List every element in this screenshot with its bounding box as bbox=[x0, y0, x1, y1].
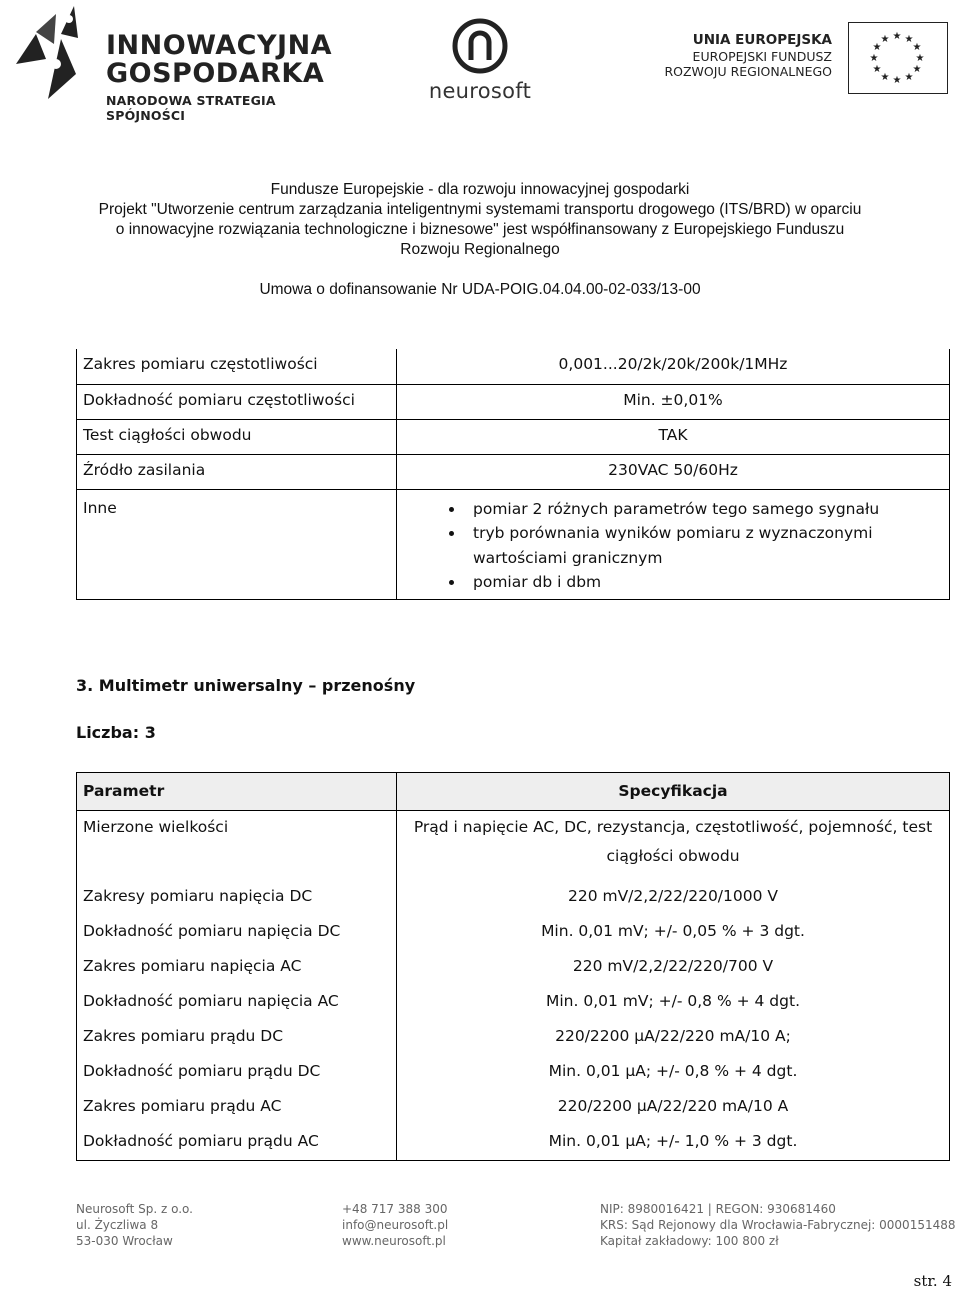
footer-line: Neurosoft Sp. z o.o. bbox=[76, 1202, 193, 1216]
footer-phone: +48 717 388 300 bbox=[342, 1202, 448, 1216]
logo-line-2: GOSPODARKA bbox=[106, 58, 325, 89]
table-row bbox=[77, 349, 950, 384]
eu-line-1: UNIA EUROPEJSKA bbox=[692, 32, 832, 48]
table-row bbox=[77, 384, 950, 419]
param-cell: Dokładność pomiaru prądu AC bbox=[77, 1126, 397, 1161]
value-cell: Min. 0,01 µA; +/- 1,0 % + 3 dgt. bbox=[397, 1126, 950, 1161]
logo-line-1: INNOWACYJNA bbox=[106, 30, 333, 61]
footer-registry bbox=[600, 1201, 956, 1249]
list-item: • pomiar db i dbm bbox=[465, 570, 943, 595]
param-cell: Dokładność pomiaru napięcia DC bbox=[77, 916, 397, 951]
value-cell: 230VAC 50/60Hz bbox=[397, 454, 950, 489]
value-cell: 220/2200 µA/22/220 mA/10 A bbox=[397, 1091, 950, 1126]
svg-text:★: ★ bbox=[872, 42, 882, 53]
table-header-row bbox=[77, 773, 950, 811]
value-cell: 220 mV/2,2/22/220/1000 V bbox=[397, 881, 950, 916]
header-spec: Specyfikacja bbox=[397, 773, 950, 811]
project-line: o innowacyjne rozwiązania technologiczne i biznesowe" jest współfinansowany z Europejskiego Funduszu bbox=[115, 221, 845, 238]
value-cell: 220 mV/2,2/22/220/700 V bbox=[397, 951, 950, 986]
value-cell: TAK bbox=[397, 419, 950, 454]
table-row bbox=[77, 1126, 950, 1161]
param-cell: Zakres pomiaru częstotliwości bbox=[77, 349, 397, 384]
svg-text:★: ★ bbox=[872, 64, 882, 75]
innowacyjna-gospodarka-logo bbox=[6, 4, 346, 123]
svg-text:★: ★ bbox=[904, 34, 914, 45]
neurosoft-n-icon bbox=[452, 18, 508, 74]
svg-text:★: ★ bbox=[880, 72, 890, 83]
eu-logo bbox=[660, 22, 950, 94]
param-cell: Zakres pomiaru prądu AC bbox=[77, 1091, 397, 1126]
value-cell: Min. 0,01 µA; +/- 0,8 % + 4 dgt. bbox=[397, 1056, 950, 1091]
eu-line-2: EUROPEJSKI FUNDUSZ bbox=[692, 49, 832, 64]
svg-text:★: ★ bbox=[912, 64, 922, 75]
table-row bbox=[77, 419, 950, 454]
spec-table-continued bbox=[76, 349, 950, 600]
section-title: 3. Multimetr uniwersalny – przenośny bbox=[76, 676, 416, 695]
project-line: Rozwoju Regionalnego bbox=[400, 241, 560, 258]
table-row bbox=[77, 1021, 950, 1056]
eu-line-3: ROZWOJU REGIONALNEGO bbox=[664, 64, 832, 79]
table-row bbox=[77, 489, 950, 599]
svg-text:★: ★ bbox=[869, 53, 879, 64]
footer-line: 53-030 Wrocław bbox=[76, 1234, 173, 1248]
table-row bbox=[77, 881, 950, 916]
svg-text:★: ★ bbox=[880, 34, 890, 45]
param-cell: Zakres pomiaru prądu DC bbox=[77, 1021, 397, 1056]
feature-list bbox=[403, 497, 943, 595]
param-cell: Test ciągłości obwodu bbox=[77, 419, 397, 454]
param-cell: Mierzone wielkości bbox=[77, 811, 397, 881]
value-cell: Prąd i napięcie AC, DC, rezystancja, częstotliwość, pojemność, test ciągłości obwodu bbox=[397, 811, 950, 881]
table-row bbox=[77, 986, 950, 1021]
project-line: Fundusze Europejskie - dla rozwoju innowacyjnej gospodarki bbox=[270, 181, 690, 198]
param-cell: Zakresy pomiaru napięcia DC bbox=[77, 881, 397, 916]
neurosoft-logo bbox=[420, 18, 540, 102]
footer-company bbox=[76, 1201, 193, 1249]
table-row bbox=[77, 916, 950, 951]
table-row bbox=[77, 454, 950, 489]
footer-website: www.neurosoft.pl bbox=[342, 1234, 446, 1248]
neurosoft-wordmark: neurosoft bbox=[428, 79, 532, 103]
list-item: • tryb porównania wyników pomiaru z wyznaczonymi wartościami granicznym bbox=[465, 521, 943, 570]
footer-line: ul. Życzliwa 8 bbox=[76, 1218, 159, 1232]
project-line: Projekt "Utworzenie centrum zarządzania inteligentnymi systemami transportu drogowego (ITS/BRD) w oparciu bbox=[98, 201, 862, 218]
logo-line-3: NARODOWA STRATEGIA SPÓJNOŚCI bbox=[106, 93, 276, 123]
footer-line: Kapitał zakładowy: 100 800 zł bbox=[600, 1234, 779, 1248]
value-cell: 0,001...20/2k/20k/200k/1MHz bbox=[397, 349, 950, 384]
svg-text:★: ★ bbox=[915, 53, 925, 64]
param-cell: Dokładność pomiaru napięcia AC bbox=[77, 986, 397, 1021]
param-cell: Inne bbox=[77, 489, 397, 599]
value-cell: Min. ±0,01% bbox=[397, 384, 950, 419]
quantity-label: Liczba: 3 bbox=[76, 723, 156, 742]
value-cell: Min. 0,01 mV; +/- 0,8 % + 4 dgt. bbox=[397, 986, 950, 1021]
footer-line: KRS: Sąd Rejonowy dla Wrocławia-Fabrycznej: 0000151488 bbox=[600, 1218, 956, 1232]
footer-contact bbox=[342, 1201, 448, 1249]
value-cell bbox=[397, 489, 950, 599]
svg-text:★: ★ bbox=[904, 72, 914, 83]
page-number: str. 4 bbox=[913, 1272, 952, 1290]
table-row bbox=[77, 1091, 950, 1126]
project-description bbox=[70, 180, 890, 260]
param-cell: Dokładność pomiaru prądu DC bbox=[77, 1056, 397, 1091]
svg-text:★: ★ bbox=[892, 31, 902, 42]
header-param: Parametr bbox=[77, 773, 397, 811]
table-row bbox=[77, 951, 950, 986]
list-item: • pomiar 2 różnych parametrów tego samego sygnału bbox=[465, 497, 943, 522]
table-row bbox=[77, 1056, 950, 1091]
star-swoosh-icon bbox=[6, 4, 106, 104]
footer-email: info@neurosoft.pl bbox=[342, 1218, 449, 1232]
param-cell: Źródło zasilania bbox=[77, 454, 397, 489]
contract-number: Umowa o dofinansowanie Nr UDA-POIG.04.04.00-02-033/13-00 bbox=[259, 281, 701, 298]
multimeter-spec-table bbox=[76, 772, 950, 1161]
table-row bbox=[77, 811, 950, 881]
svg-text:★: ★ bbox=[892, 75, 902, 86]
value-cell: 220/2200 µA/22/220 mA/10 A; bbox=[397, 1021, 950, 1056]
value-cell: Min. 0,01 mV; +/- 0,05 % + 3 dgt. bbox=[397, 916, 950, 951]
eu-flag-icon bbox=[848, 22, 948, 94]
param-cell: Zakres pomiaru napięcia AC bbox=[77, 951, 397, 986]
svg-text:★: ★ bbox=[912, 42, 922, 53]
footer-line: NIP: 8980016421 | REGON: 930681460 bbox=[600, 1202, 836, 1216]
param-cell: Dokładność pomiaru częstotliwości bbox=[77, 384, 397, 419]
